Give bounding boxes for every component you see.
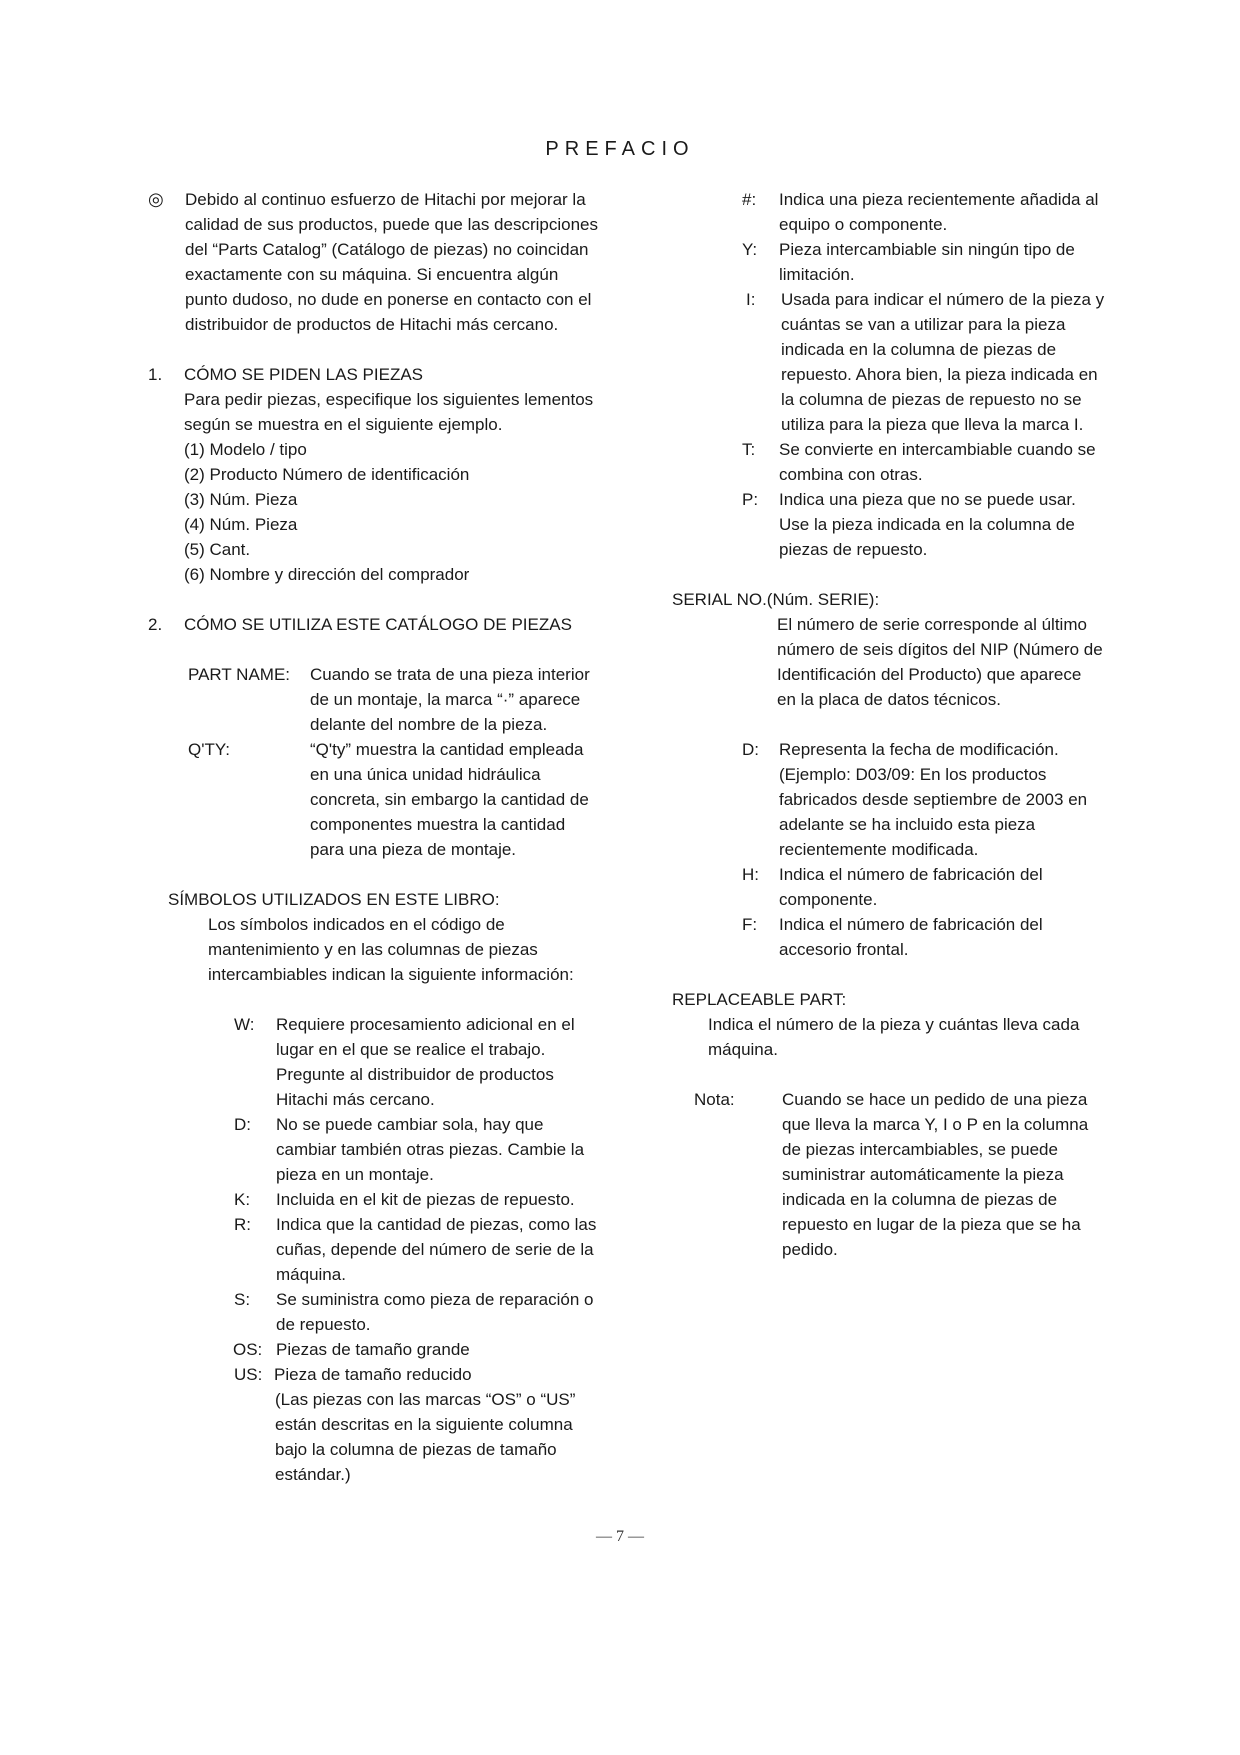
note: Nota: Cuando se hace un pedido de una pieza que lleva la marca Y, I o P en la columna de piezas intercambiables, se puede suministrar automáticamente la pieza indicada en la columna de piezas de repuesto en lugar de la pieza que se ha pedido. bbox=[672, 1087, 1132, 1262]
symbol-us: US: Pieza de tamaño reducido bbox=[234, 1365, 472, 1384]
symbol-t: T: Se convierte en intercambiable cuando se combina con otras. bbox=[742, 440, 1096, 484]
symbol-s: S: Se suministra como pieza de reparación o de repuesto. bbox=[234, 1290, 594, 1334]
symbols-note: (Las piezas con las marcas “OS” o “US” están descritas en la siguiente columna bajo la columna de piezas de tamaño estándar.) bbox=[275, 1390, 576, 1484]
double-circle-icon: ◎ bbox=[148, 189, 164, 209]
symbol-hash: #: Indica una pieza recientemente añadida al equipo o componente. bbox=[742, 190, 1099, 234]
list-item: (6) Nombre y dirección del comprador bbox=[184, 565, 470, 584]
replaceable-text: Indica el número de la pieza y cuántas lleva cada máquina. bbox=[708, 1015, 1080, 1059]
symbols-heading: SÍMBOLOS UTILIZADOS EN ESTE LIBRO: bbox=[168, 890, 500, 909]
symbols-intro: Los símbolos indicados en el código de mantenimiento y en las columnas de piezas intercambiables indican la siguiente información: bbox=[208, 915, 574, 984]
symbol-y: Y: Pieza intercambiable sin ningún tipo de limitación. bbox=[742, 240, 1075, 284]
symbol-h: H: Indica el número de fabricación del componente. bbox=[742, 865, 1043, 909]
page-number: — 7 — bbox=[596, 1528, 644, 1545]
list-item: (5) Cant. bbox=[184, 540, 251, 559]
symbol-p: P: Indica una pieza que no se puede usar. Use la pieza indicada en la columna de piezas de repuesto. bbox=[742, 490, 1076, 559]
symbol-os: OS: Piezas de tamaño grande bbox=[233, 1340, 470, 1359]
replaceable-heading: REPLACEABLE PART: bbox=[672, 990, 847, 1009]
list-item: (1) Modelo / tipo bbox=[184, 440, 307, 459]
page-title: PREFACIO bbox=[545, 138, 695, 160]
symbol-w: W: Requiere procesamiento adicional en el lugar en el que se realice el trabajo. Pregunte al distribuidor de productos Hitachi más cercano. bbox=[234, 1015, 575, 1109]
left-column bbox=[148, 187, 618, 1487]
note-text: Cuando se hace un pedido de una pieza que lleva la marca Y, I o P en la columna de piezas intercambiables, se puede suministrar automáticamente la pieza indicada en la columna de piezas de repuesto en lugar de la pieza que se ha pedido. bbox=[782, 1090, 1089, 1259]
serial-heading: SERIAL NO.(Núm. SERIE): bbox=[672, 590, 880, 609]
right-column bbox=[672, 187, 1132, 1262]
symbol-d-serial: D: Representa la fecha de modificación. (Ejemplo: D03/09: En los productos fabricados desde septiembre de 2003 en adelante se ha incluido esta pieza recientemente modificada. bbox=[742, 740, 1088, 859]
symbol-k: K: Incluida en el kit de piezas de repuesto. bbox=[234, 1190, 575, 1209]
section-2-heading: 2. CÓMO SE UTILIZA ESTE CATÁLOGO DE PIEZAS bbox=[148, 615, 572, 634]
symbol-i: I: Usada para indicar el número de la pieza y cuántas se van a utilizar para la pieza indicada en la columna de piezas de repuesto. Ahora bien, la pieza indicada en la columna de piezas de repuesto no se utiliza para la pieza que lleva la marca I. bbox=[746, 290, 1105, 434]
section-1-heading: 1. CÓMO SE PIDEN LAS PIEZAS bbox=[148, 365, 424, 384]
symbol-r: R: Indica que la cantidad de piezas, como las cuñas, depende del número de serie de la máquina. bbox=[234, 1215, 597, 1284]
list-item: (4) Núm. Pieza bbox=[184, 515, 298, 534]
serial-text: El número de serie corresponde al último número de seis dígitos del NIP (Número de Identificación del Producto) que aparece en la placa de datos técnicos. bbox=[777, 615, 1103, 709]
symbol-f: F: Indica el número de fabricación del accesorio frontal. bbox=[742, 915, 1043, 959]
intro-text: Debido al continuo esfuerzo de Hitachi por mejorar la calidad de sus productos, puede que las descripciones del “Parts Catalog” (Catálogo de piezas) no coincidan exactamente con su máquina. Si encuentra algún punto dudoso, no dude en ponerse en contacto con el distribuidor de productos de Hitachi más cercano. bbox=[185, 190, 598, 334]
section-1-body: Para pedir piezas, especifique los siguientes lementos según se muestra en el siguiente ejemplo. (1) Modelo / tipo (2) Producto Número de identificación (3) Núm. Pieza (4) Núm. Pieza (5) Cant. (6) Nombre y dirección del comprador bbox=[184, 387, 618, 587]
intro-paragraph bbox=[148, 187, 618, 337]
qty-definition: Q'TY: “Q'ty” muestra la cantidad empleada en una única unidad hidráulica concreta, sin embargo la cantidad de componentes muestra la cantidad para una pieza de montaje. bbox=[188, 740, 589, 859]
list-item: (2) Producto Número de identificación bbox=[184, 465, 470, 484]
symbol-d: D: No se puede cambiar sola, hay que cambiar también otras piezas. Cambie la pieza en un montaje. bbox=[234, 1115, 585, 1184]
part-name-definition: PART NAME: Cuando se trata de una pieza interior de un montaje, la marca “·” aparece delante del nombre de la pieza. bbox=[188, 665, 590, 734]
list-item: (3) Núm. Pieza bbox=[184, 490, 298, 509]
